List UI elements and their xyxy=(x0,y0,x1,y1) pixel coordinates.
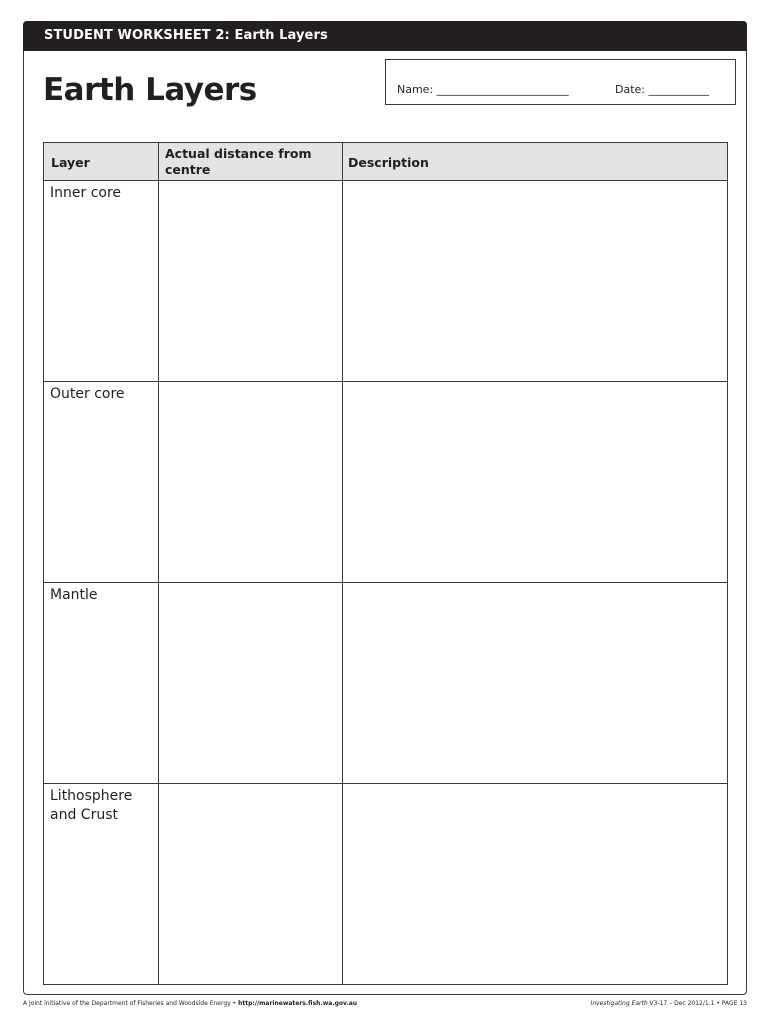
table-row xyxy=(44,181,728,382)
layer-name-cell: Inner core xyxy=(44,181,159,382)
layer-name-cell: Outer core xyxy=(44,382,159,583)
table-row xyxy=(44,382,728,583)
date-field[interactable]: Date: ___________ xyxy=(615,83,709,96)
table-header-row xyxy=(44,143,728,181)
description-cell[interactable] xyxy=(343,583,728,784)
layer-name-cell: Lithosphere and Crust xyxy=(44,784,159,985)
footer-right xyxy=(591,1000,747,1007)
column-header-description: Description xyxy=(343,143,728,181)
description-cell[interactable] xyxy=(343,382,728,583)
name-field[interactable]: Name: ________________________ xyxy=(397,83,569,96)
footer-page-info: V3-17 – Dec 2012/1.1 • PAGE 13 xyxy=(647,1000,747,1007)
earth-layers-table xyxy=(43,142,728,985)
worksheet-header: STUDENT WORKSHEET 2: Earth Layers xyxy=(23,21,747,51)
distance-cell[interactable] xyxy=(159,382,343,583)
column-header-layer: Layer xyxy=(44,143,159,181)
name-date-box xyxy=(385,59,736,105)
distance-cell[interactable] xyxy=(159,181,343,382)
footer-url-link[interactable]: http://marinewaters.fish.wa.gov.au xyxy=(238,1000,358,1007)
table-row xyxy=(44,784,728,985)
description-cell[interactable] xyxy=(343,181,728,382)
column-header-distance: Actual distance from centre xyxy=(159,143,343,181)
page-title: Earth Layers xyxy=(43,72,257,108)
footer-credit: A joint initiative of the Department of Fisheries and Woodside Energy • xyxy=(23,1000,239,1007)
description-cell[interactable] xyxy=(343,784,728,985)
distance-cell[interactable] xyxy=(159,583,343,784)
footer-left xyxy=(23,1000,357,1007)
table-row xyxy=(44,583,728,784)
footer-publication: Investigating Earth xyxy=(590,1000,648,1007)
distance-cell[interactable] xyxy=(159,784,343,985)
layer-name-cell: Mantle xyxy=(44,583,159,784)
